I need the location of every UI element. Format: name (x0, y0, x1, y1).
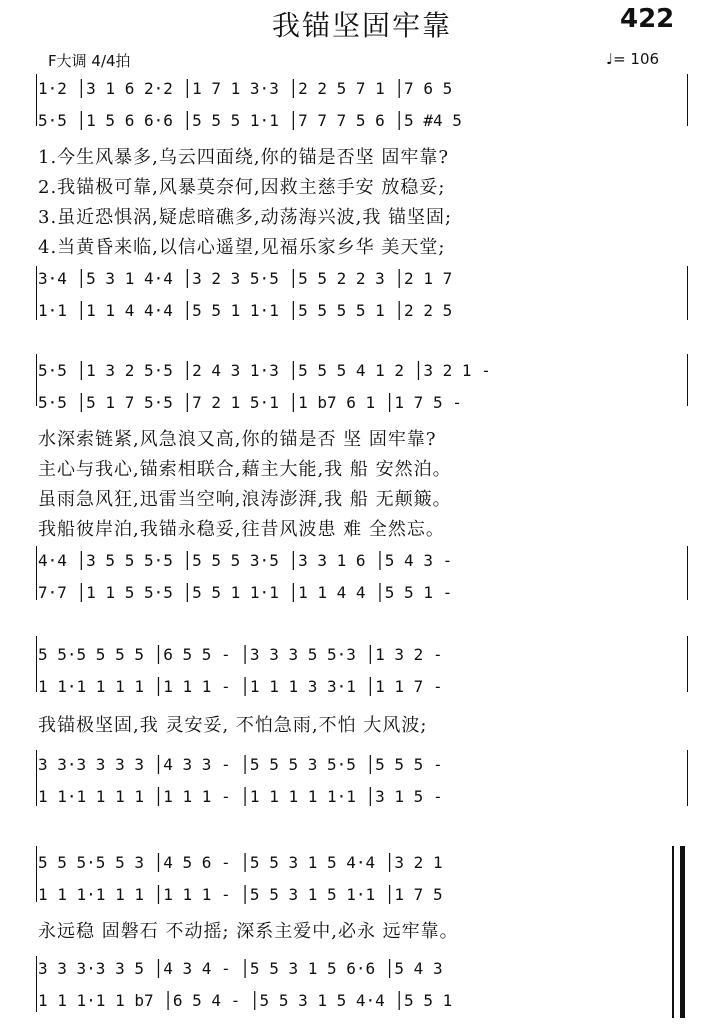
hymn-title: 我锚坚固牢靠 (271, 9, 452, 42)
system-3-lower-line-1: 3 3·3 3 3 3 │4 3 3 - │5 5 5 3 5·5 │5 5 5 - (38, 755, 443, 774)
system-2-upper-line-1: 5·5 │1 3 2 5·5 │2 4 3 1·3 │5 5 5 4 1 2 │3 2 1 - (38, 361, 491, 380)
system-1-left-bar-upper (36, 74, 37, 126)
system-2-left-bar-lower (36, 546, 37, 600)
system-1-lyric-4: 4.当黄昏来临,以信心遥望,见福乐家乡华 美天堂; (38, 237, 446, 258)
system-4-upper-line-1: 5 5 5·5 5 3 │4 5 6 - │5 5 3 1 5 4·4 │3 2 1 (38, 853, 443, 872)
system-2-lower-line-1: 4·4 │3 5 5 5·5 │5 5 5 3·5 │3 3 1 6 │5 4 3 - (38, 551, 453, 570)
system-4-lyric-1: 永远稳 固磐石 不动摇; 深系主爱中,必永 远牢靠。 (38, 921, 459, 942)
system-2-lyric-2: 主心与我心,锚索相联合,藉主大能,我 船 安然泊。 (38, 459, 452, 480)
system-4-left-bar-upper (36, 846, 37, 902)
final-barline-thick (680, 846, 685, 1018)
system-2-lower-line-2: 7·7 │1 1 5 5·5 │5 5 1 1·1 │1 1 4 4 │5 5 1 - (38, 583, 453, 602)
system-1-lyric-1: 1.今生风暴多,乌云四面绕,你的锚是否坚 固牢靠? (38, 147, 449, 168)
system-2-lyric-4: 我船彼岸泊,我锚永稳妥,往昔风波患 难 全然忘。 (38, 519, 445, 540)
tempo-marking: ♩= 106 (606, 50, 660, 68)
system-3-upper-line-1: 5 5·5 5 5 5 │6 5 5 - │3 3 3 5 5·3 │1 3 2 - (38, 645, 443, 664)
system-2-upper-line-2: 5·5 │5 1 7 5·5 │7 2 1 5·1 │1 b7 6 1 │1 7 5 - (38, 393, 462, 412)
system-3-lower-line-2: 1 1·1 1 1 1 │1 1 1 - │1 1 1 1 1·1 │3 1 5 - (38, 787, 443, 806)
system-2-lyric-3: 虽雨急风狂,迅雷当空响,浪涛澎湃,我 船 无颠簸。 (38, 489, 452, 510)
system-4-lower-line-1: 3 3 3·3 3 5 │4 3 4 - │5 5 3 1 5 6·6 │5 4 3 (38, 959, 443, 978)
key-signature: F大调 4/4拍 (48, 52, 131, 70)
system-1-lower-line-1: 3·4 │5 3 1 4·4 │3 2 3 5·5 │5 5 2 2 3 │2 1 7 (38, 269, 453, 288)
system-4-left-bar-lower (36, 956, 37, 1012)
system-1-lyric-3: 3.虽近恐惧涡,疑虑暗礁多,动荡海兴波,我 锚坚固; (38, 207, 453, 228)
system-3-left-bar-lower (36, 750, 37, 806)
system-3-lyric-1: 我锚极坚固,我 灵安妥, 不怕急雨,不怕 大风波; (38, 715, 428, 736)
system-2-left-bar-upper (36, 354, 37, 406)
system-3-left-bar-upper (36, 636, 37, 692)
system-1-upper-line-2: 5·5 │1 5 6 6·6 │5 5 5 1·1 │7 7 7 5 6 │5 #4 5 (38, 111, 462, 130)
system-3-upper-line-2: 1 1·1 1 1 1 │1 1 1 - │1 1 1 3 3·1 │1 1 7 - (38, 677, 443, 696)
system-1-lyric-2: 2.我锚极可靠,风暴莫奈何,因救主慈手安 放稳妥; (38, 177, 446, 198)
final-barline-thin (672, 846, 674, 1018)
system-1-upper-line-1: 1·2 │3 1 6 2·2 │1 7 1 3·3 │2 2 5 7 1 │7 6 5 (38, 79, 453, 98)
system-1-left-bar-lower (36, 266, 37, 320)
system-4-upper-line-2: 1 1 1·1 1 1 │1 1 1 - │5 5 3 1 5 1·1 │1 7 5 (38, 885, 443, 904)
system-4-lower-line-2: 1 1 1·1 1 b7 │6 5 4 - │5 5 3 1 5 4·4 │5 5 1 (38, 991, 453, 1010)
system-1-lower-line-2: 1·1 │1 1 4 4·4 │5 5 1 1·1 │5 5 5 5 1 │2 2 5 (38, 301, 453, 320)
hymn-number: 422 (620, 4, 675, 34)
system-2-lyric-1: 水深索链紧,风急浪又高,你的锚是否 坚 固牢靠? (38, 429, 437, 450)
